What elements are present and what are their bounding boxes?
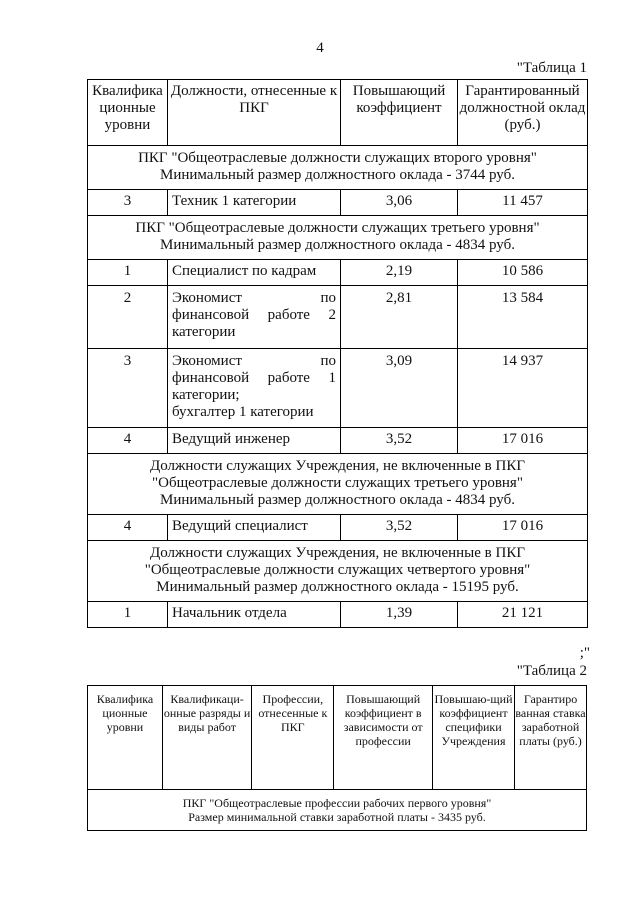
- cell-level: 3: [88, 190, 168, 216]
- group-subtitle: Минимальный размер должностного оклада - 4834 руб.: [160, 492, 515, 508]
- cell-position: Специалист по кадрам: [168, 260, 341, 286]
- position-line: финансовой работе 2: [172, 307, 336, 323]
- table-row: [88, 349, 588, 428]
- position-line: Экономист по: [172, 353, 336, 369]
- table-row: [88, 602, 588, 628]
- cell-level: 4: [88, 428, 168, 454]
- cell-level: 2: [88, 286, 168, 349]
- header-salary: Гарантированный должностной оклад (руб.): [458, 80, 588, 146]
- position-line: Экономист по: [172, 290, 336, 306]
- group-subtitle: Размер минимальной ставки заработной платы - 3435 руб.: [188, 810, 486, 824]
- group-header-row: [88, 454, 588, 515]
- cell-coefficient: 2,81: [341, 286, 458, 349]
- cell-coefficient: 3,52: [341, 428, 458, 454]
- closing-quote: ;": [579, 645, 590, 661]
- table-row: [88, 515, 588, 541]
- table-row: [88, 190, 588, 216]
- table2-caption: "Таблица 2: [516, 663, 587, 679]
- cell-salary: 17 016: [458, 428, 588, 454]
- cell-coefficient: 1,39: [341, 602, 458, 628]
- group-header-row: [88, 146, 588, 190]
- cell-position: [168, 286, 341, 349]
- table-header-row: [88, 80, 588, 146]
- group-header-row: [88, 216, 588, 260]
- table-header-row: [88, 686, 587, 790]
- group-title: ПКГ "Общеотраслевые должности служащих третьего уровня": [135, 220, 540, 236]
- position-line: финансовой работе 1: [172, 370, 336, 386]
- cell-coefficient: 3,09: [341, 349, 458, 428]
- header-profession-coefficient: Повышающий коэффициент в зависимости от профессии: [334, 686, 433, 790]
- group-subtitle: Минимальный размер должностного оклада - 3744 руб.: [160, 167, 515, 183]
- header-professions: Профессии, отнесенные к ПКГ: [252, 686, 334, 790]
- group-subtitle: Минимальный размер должностного оклада - 4834 руб.: [160, 237, 515, 253]
- header-position: Должности, отнесенные к ПКГ: [168, 80, 341, 146]
- cell-salary: 10 586: [458, 260, 588, 286]
- header-specific-coefficient: Повышаю-щий коэффициент специфики Учреждения: [432, 686, 514, 790]
- cell-salary: 21 121: [458, 602, 588, 628]
- cell-coefficient: 3,06: [341, 190, 458, 216]
- group-title-line2: "Общеотраслевые должности служащих четвертого уровня": [144, 562, 531, 578]
- cell-salary: 13 584: [458, 286, 588, 349]
- group-title: Должности служащих Учреждения, не включенные в ПКГ: [149, 545, 525, 561]
- group-header-row: [88, 790, 587, 831]
- cell-level: 4: [88, 515, 168, 541]
- cell-position: [168, 349, 341, 428]
- salary-table-1: [87, 79, 588, 628]
- cell-salary: 17 016: [458, 515, 588, 541]
- cell-position: Ведущий специалист: [168, 515, 341, 541]
- group-title-line2: "Общеотраслевые должности служащих третьего уровня": [152, 475, 523, 491]
- table1-caption: "Таблица 1: [516, 60, 587, 76]
- group-title: ПКГ "Общеотраслевые должности служащих второго уровня": [138, 150, 537, 166]
- group-subtitle: Минимальный размер должностного оклада - 15195 руб.: [156, 579, 519, 595]
- cell-position: Начальник отдела: [168, 602, 341, 628]
- header-qual-level: Квалифика ционные уровни: [88, 80, 168, 146]
- header-grades: Квалификаци-онные разряды и виды работ: [162, 686, 251, 790]
- position-line: категории;: [172, 387, 240, 403]
- group-title: ПКГ "Общеотраслевые профессии рабочих первого уровня": [182, 796, 492, 810]
- cell-position: Ведущий инженер: [168, 428, 341, 454]
- wage-table-2: [87, 685, 587, 831]
- header-wage-rate: Гарантиро ванная ставка заработной платы (руб.): [515, 686, 587, 790]
- page-number: 4: [316, 40, 324, 56]
- group-title: Должности служащих Учреждения, не включенные в ПКГ: [149, 458, 525, 474]
- cell-coefficient: 3,52: [341, 515, 458, 541]
- group-header-row: [88, 541, 588, 602]
- position-line: категории: [172, 324, 236, 340]
- position-line: бухгалтер 1 категории: [172, 404, 314, 420]
- table-row: [88, 428, 588, 454]
- header-coefficient: Повышающий коэффициент: [341, 80, 458, 146]
- cell-level: 1: [88, 602, 168, 628]
- cell-position: Техник 1 категории: [168, 190, 341, 216]
- cell-salary: 14 937: [458, 349, 588, 428]
- table-row: [88, 260, 588, 286]
- cell-level: 3: [88, 349, 168, 428]
- table-row: [88, 286, 588, 349]
- cell-salary: 11 457: [458, 190, 588, 216]
- header-qual-level: Квалифика ционные уровни: [88, 686, 163, 790]
- cell-level: 1: [88, 260, 168, 286]
- cell-coefficient: 2,19: [341, 260, 458, 286]
